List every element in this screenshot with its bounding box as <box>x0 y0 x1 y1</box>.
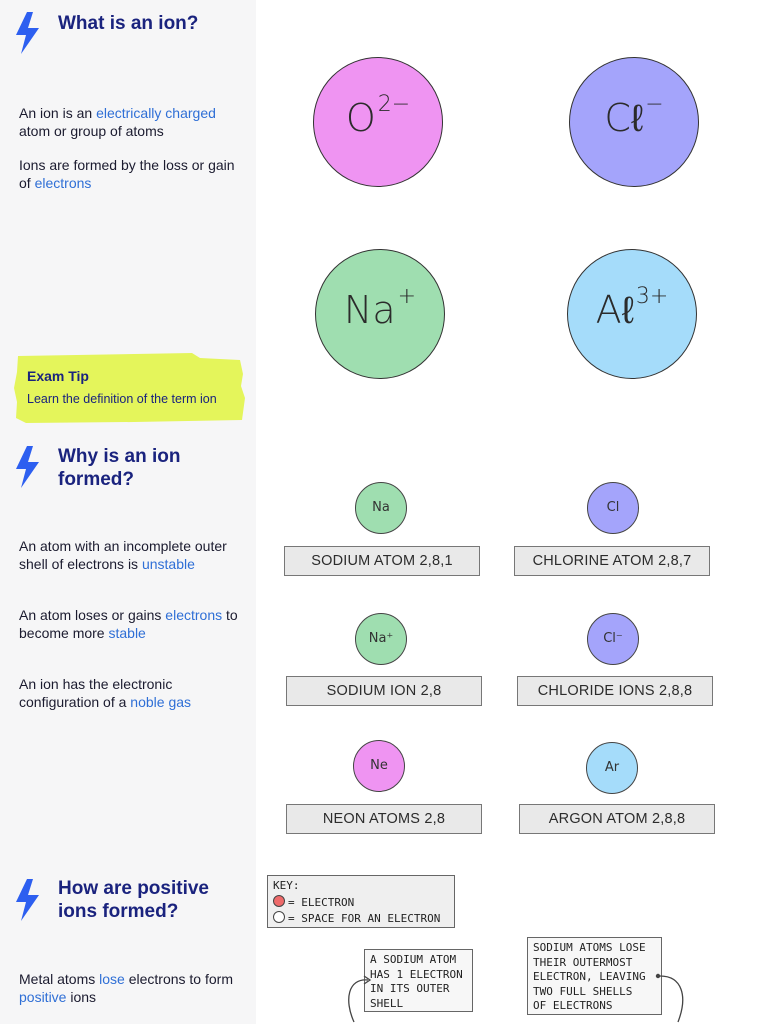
ion-symbol: $O^{2-}$ <box>345 92 411 140</box>
paragraph-ion-definition <box>19 105 244 140</box>
section-heading-positive-ions: How are positive ions formed? <box>58 878 209 922</box>
section-heading-what-is-ion: What is an ion? <box>58 13 199 34</box>
sidebar <box>0 0 256 1024</box>
ion-symbol: Na+ <box>343 284 417 332</box>
note-line: A SODIUM ATOM <box>370 953 457 966</box>
text-segment: ions <box>66 988 97 1005</box>
text-segment: atom or group of atoms <box>19 122 164 139</box>
note-line: ELECTRON, LEAVING <box>533 970 646 983</box>
paragraph-ion-formation <box>19 157 244 192</box>
paragraph-noble-gas <box>19 676 244 711</box>
electron-dot-icon <box>273 895 285 907</box>
label-neon-atom: NEON ATOMS 2,8 <box>286 804 482 834</box>
argon-atom-circle: Ar <box>586 742 638 794</box>
label-chlorine-atom: CHLORINE ATOM 2,8,7 <box>514 546 710 576</box>
chloride-ion-circle <box>569 57 699 187</box>
exam-tip-title: Exam Tip <box>27 368 89 384</box>
exam-tip-box <box>14 352 246 424</box>
exam-tip-text: Learn the definition of the term ion <box>27 392 217 406</box>
note-line: SHELL <box>370 996 404 1010</box>
note-line: THEIR OUTERMOST <box>533 955 633 969</box>
empty-space-dot-icon <box>273 911 285 923</box>
sodium-atom-circle: Na <box>355 482 407 534</box>
lightning-bolt-icon <box>13 446 41 488</box>
paragraph-stable <box>19 607 244 642</box>
ion-symbol: Cℓ− <box>604 92 664 140</box>
highlighted-term: stable <box>108 624 146 641</box>
key-title: KEY: <box>273 879 300 892</box>
chloride-ion-small-circle: Cl⁻ <box>587 613 639 665</box>
sodium-ion-circle <box>315 249 445 379</box>
curved-arrow-icon <box>340 970 374 1024</box>
highlighter-background <box>14 352 246 424</box>
section-heading-why-ion: Why is an ion formed? <box>58 446 181 490</box>
highlighted-term: positive <box>19 988 67 1005</box>
note-line: HAS 1 ELECTRON <box>370 967 463 981</box>
paragraph-metal-atoms <box>19 971 244 1006</box>
ion-symbol: Aℓ$^{3+}$ <box>595 284 669 332</box>
text-segment: An ion has the electronic configuration of a <box>19 676 173 710</box>
text-segment: An atom with an incomplete outer shell of electrons is <box>19 538 227 572</box>
curved-arrow-icon <box>652 970 692 1024</box>
note-sodium-one-electron <box>364 949 473 1012</box>
text-segment: electrons to form <box>124 971 233 987</box>
diagram-key <box>267 875 455 928</box>
text-segment: Metal atoms <box>19 971 100 987</box>
note-line: TWO FULL SHELLS <box>533 984 633 998</box>
text-segment: Ions are formed by the loss or gain of <box>19 157 235 191</box>
label-sodium-ion: SODIUM ION 2,8 <box>286 676 482 706</box>
chlorine-atom-circle: Cl <box>587 482 639 534</box>
label-sodium-atom: SODIUM ATOM 2,8,1 <box>284 546 480 576</box>
highlighted-term: lose <box>99 971 125 987</box>
aluminium-ion-circle <box>567 249 697 379</box>
text-segment: to become more <box>19 607 238 641</box>
label-chloride-ion: CHLORIDE IONS 2,8,8 <box>517 676 713 706</box>
note-line: IN ITS OUTER <box>370 982 450 995</box>
highlighted-term: electrically charged <box>96 105 216 121</box>
note-line: SODIUM ATOMS LOSE <box>533 941 646 954</box>
neon-atom-circle: Ne <box>353 740 405 792</box>
text-segment: An atom loses or gains <box>19 607 166 623</box>
highlighted-term: noble gas <box>130 693 192 710</box>
oxide-ion-circle <box>313 57 443 187</box>
sodium-ion-small-circle: Na⁺ <box>355 613 407 665</box>
label-argon-atom: ARGON ATOM 2,8,8 <box>519 804 715 834</box>
highlighted-term: electrons <box>165 607 223 623</box>
text-segment: An ion is an <box>19 105 97 121</box>
note-line: OF ELECTRONS <box>533 999 613 1012</box>
key-space-text: = SPACE FOR AN ELECTRON <box>288 912 441 925</box>
highlighted-term: electrons <box>34 174 92 191</box>
highlighted-term: unstable <box>141 555 195 572</box>
note-sodium-lose-electron <box>527 937 662 1015</box>
key-space-row <box>273 911 440 925</box>
paragraph-unstable <box>19 538 244 573</box>
key-electron-text: = ELECTRON <box>288 896 355 909</box>
key-electron-row <box>273 895 354 909</box>
lightning-bolt-icon <box>13 12 41 54</box>
lightning-bolt-icon <box>13 879 41 921</box>
